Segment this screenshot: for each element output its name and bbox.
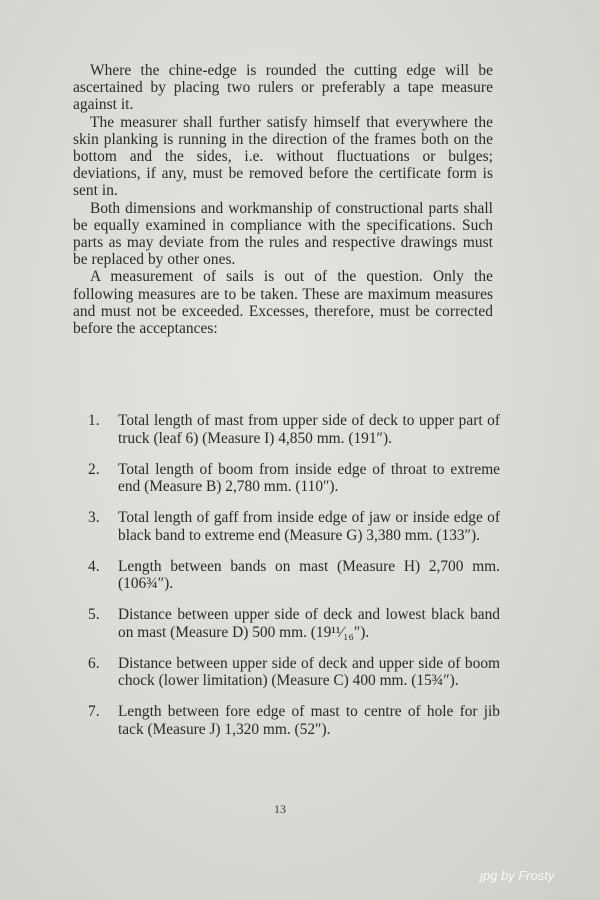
list-item <box>88 703 500 738</box>
list-number: 3. <box>88 509 100 526</box>
list-text: Length between bands on mast (Measure H) 2,700 mm. (106¾″). <box>118 557 500 592</box>
list-number: 5. <box>88 606 100 623</box>
paragraph-1: Where the chine-edge is rounded the cutting edge will be ascertained by placing two rulers or preferably a tape measure against it. <box>73 62 493 114</box>
paragraph-2: The measurer shall further satisfy himself that everywhere the skin planking is running in the direction of the frames both on the bottom and the sides, i.e. without fluctuations or bulges; deviations, if any, must be removed before the certificate form is sent in. <box>73 113 493 200</box>
watermark: jpg by Frosty <box>480 868 555 883</box>
list-number: 2. <box>88 460 100 478</box>
paragraph-3: Both dimensions and workmanship of constructional parts shall be equally examined in compliance with the specifications. Such parts as may deviate from the rules and respective drawings must be replaced by other ones. <box>73 199 493 269</box>
list-number: 4. <box>88 557 100 575</box>
list-item <box>88 461 500 496</box>
list-text: Distance between upper side of deck and lowest black band on mast (Measure D) 500 mm. (19¹¹⁄₁₆″). <box>118 606 500 641</box>
list-item <box>88 558 500 593</box>
body-text <box>73 62 493 337</box>
list-text: Distance between upper side of deck and upper side of boom chock (lower limitation) (Measure C) 400 mm. (15¾″). <box>118 654 500 689</box>
paragraph-4: A measurement of sails is out of the question. Only the following measures are to be taken. These are maximum measures and must not be exceeded. Excesses, therefore, must be corrected before the acceptances: <box>73 268 493 338</box>
page-number: 13 <box>274 802 286 816</box>
list-text: Total length of mast from upper side of deck to upper part of truck (leaf 6) (Measure I) 4,850 mm. (191″). <box>118 412 500 447</box>
measures-list <box>88 412 500 752</box>
list-number: 7. <box>88 703 100 720</box>
list-number: 6. <box>88 654 100 672</box>
list-text: Total length of gaff from inside edge of jaw or inside edge of black band to extreme end (Measure G) 3,380 mm. (133″). <box>118 509 500 544</box>
list-number: 1. <box>88 412 100 429</box>
list-item <box>88 509 500 544</box>
list-item <box>88 655 500 690</box>
list-text: Length between fore edge of mast to centre of hole for jib tack (Measure J) 1,320 mm. (52″). <box>118 703 500 738</box>
list-item <box>88 606 500 641</box>
list-text: Total length of boom from inside edge of throat to extreme end (Measure B) 2,780 mm. (110″). <box>118 460 500 495</box>
list-item <box>88 412 500 447</box>
